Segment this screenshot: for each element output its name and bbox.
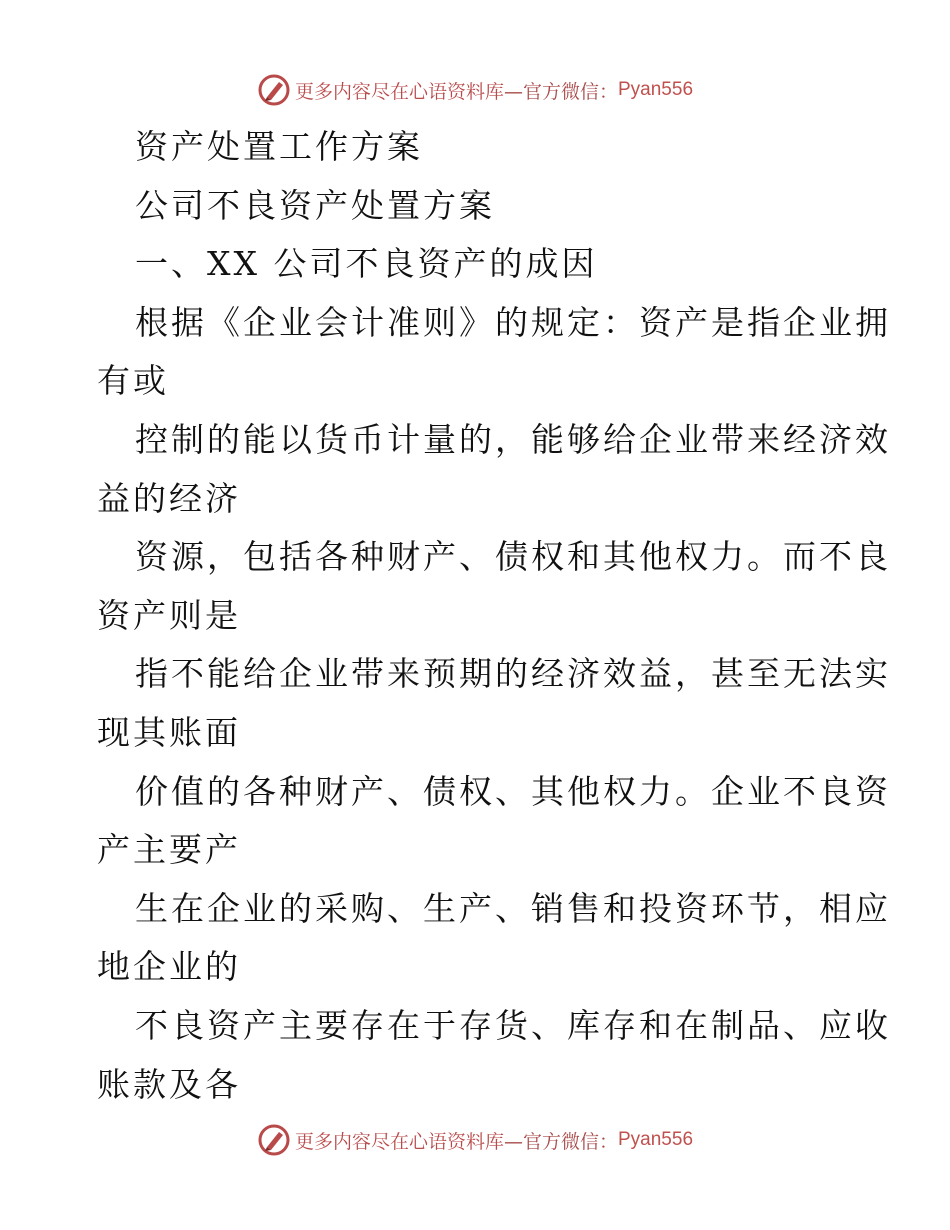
watermark-wechat-id: Pyan556 [618, 1129, 694, 1150]
pen-logo-icon [257, 73, 291, 107]
text-line: 一、XX 公司不良资产的成因 [135, 244, 598, 284]
pen-logo-icon [257, 1123, 291, 1157]
document-body [97, 118, 891, 1114]
text-line: 益的经济 [97, 478, 241, 518]
watermark-title: 更多内容尽在心语资料库 [294, 1130, 504, 1153]
text-line: 资源，包括各种财产、债权和其他权力。而不良 [135, 537, 891, 577]
text-line: 有或 [97, 361, 169, 401]
text-line: 生在企业的采购、生产、销售和投资环节，相应 [135, 888, 891, 928]
text-line: 价值的各种财产、债权、其他权力。企业不良资 [135, 771, 891, 811]
watermark-subtitle: —官方微信： [503, 1130, 618, 1153]
text-line: 公司不良资产处置方案 [135, 185, 495, 225]
text-line: 指不能给企业带来预期的经济效益，甚至无法实 [135, 654, 891, 694]
watermark-title: 更多内容尽在心语资料库 [294, 80, 504, 103]
watermark-subtitle: —官方微信： [503, 80, 618, 103]
text-line: 不良资产主要存在于存货、库存和在制品、应收 [135, 1005, 891, 1045]
text-line: 账款及各 [97, 1064, 241, 1104]
text-line: 资产则是 [97, 595, 241, 635]
text-line: 控制的能以货币计量的，能够给企业带来经济效 [135, 419, 891, 459]
text-line: 产主要产 [97, 830, 241, 870]
watermark-wechat-id: Pyan556 [618, 79, 694, 100]
text-line: 资产处置工作方案 [135, 127, 423, 166]
text-line: 根据《企业会计准则》的规定：资产是指企业拥 [135, 302, 891, 342]
text-line: 地企业的 [97, 947, 241, 987]
watermark-header [0, 70, 950, 110]
watermark-footer [0, 1120, 950, 1160]
text-line: 现其账面 [97, 712, 241, 752]
